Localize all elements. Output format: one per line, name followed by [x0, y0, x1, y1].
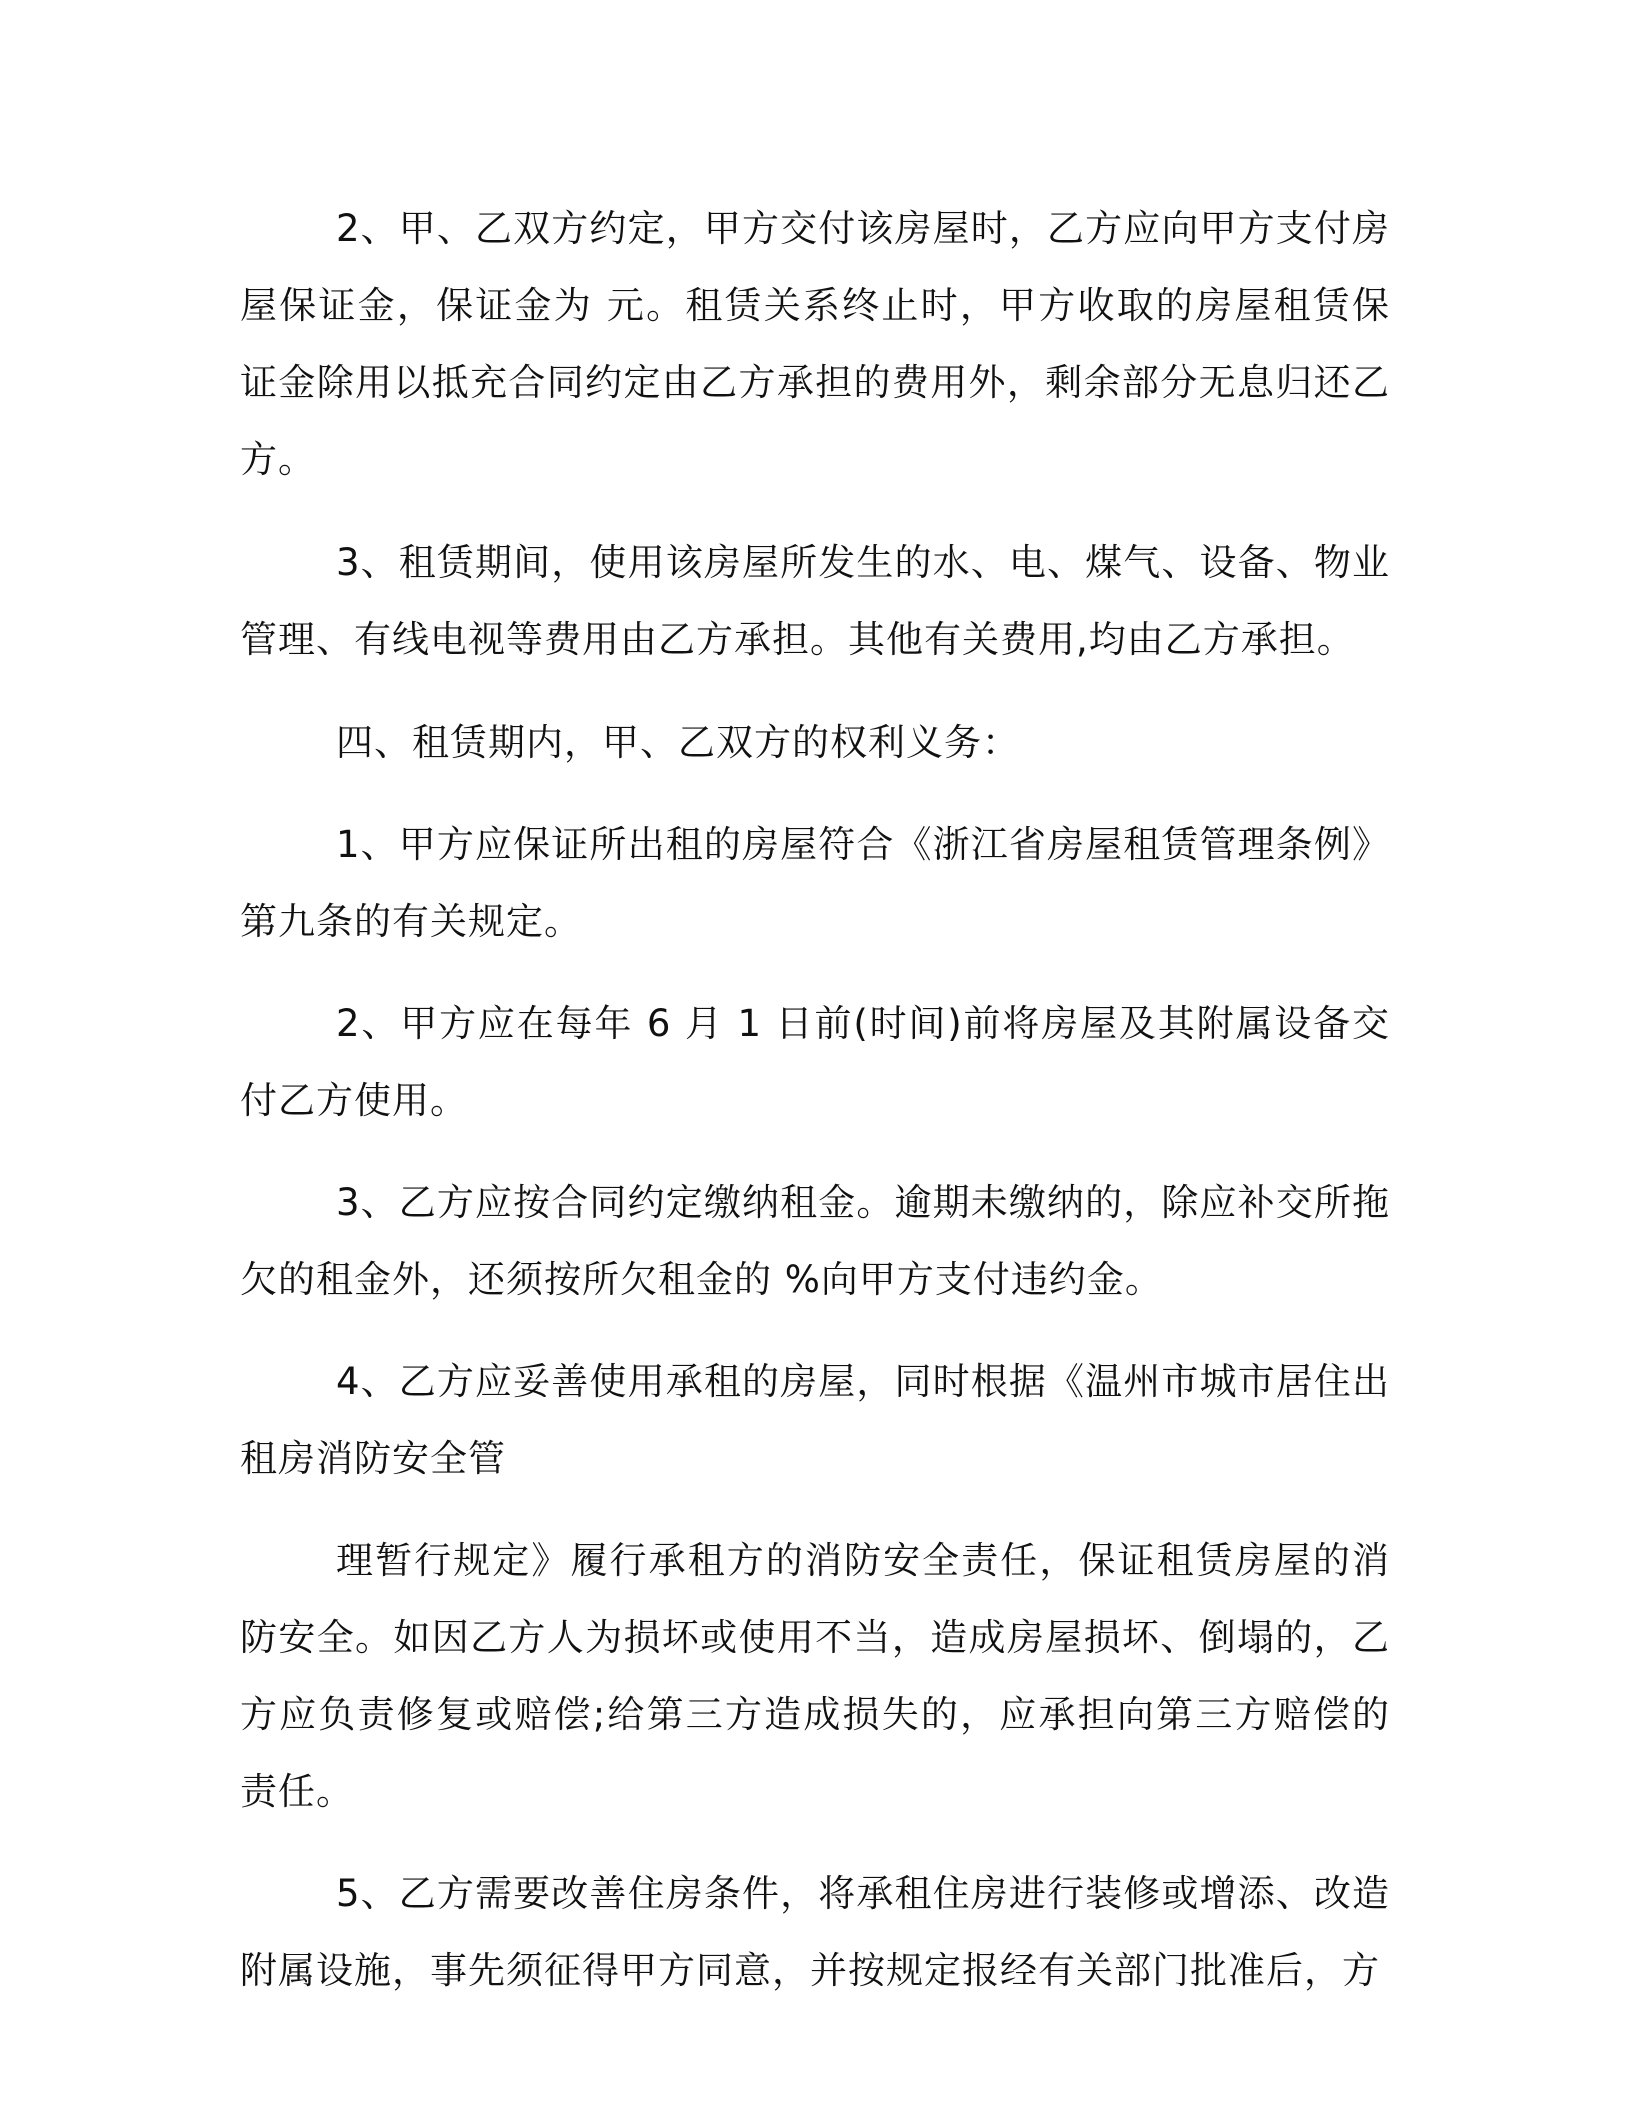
section-heading-rights-obligations: 四、租赁期内，甲、乙双方的权利义务：: [336, 721, 1020, 764]
paragraph-landlord-guarantee: 1、甲方应保证所出租的房屋符合《浙江省房屋租赁管理条例》第九条的有关规定。: [240, 823, 1390, 943]
paragraph-utilities: 3、租赁期间，使用该房屋所发生的水、电、煤气、设备、物业管理、有线电视等费用由乙方承担。其他有关费用,均由乙方承担。: [240, 541, 1390, 661]
document-page: [240, 190, 1390, 2009]
paragraph-fire-safety: 4、乙方应妥善使用承租的房屋，同时根据《温州市城市居住出租房消防安全管: [240, 1360, 1390, 1480]
paragraph-rent-payment: 3、乙方应按合同约定缴纳租金。逾期未缴纳的，除应补交所拖欠的租金外，还须按所欠租金的 %向甲方支付违约金。: [240, 1181, 1390, 1301]
paragraph-renovation: 5、乙方需要改善住房条件，将承租住房进行装修或增添、改造附属设施，事先须征得甲方同意，并按规定报经有关部门批准后，方: [240, 1872, 1390, 1992]
paragraph-deposit: 2、甲、乙双方约定，甲方交付该房屋时，乙方应向甲方支付房屋保证金，保证金为 元。租赁关系终止时，甲方收取的房屋租赁保证金除用以抵充合同约定由乙方承担的费用外，剩余部分无息归还乙方。: [240, 207, 1390, 481]
paragraph-delivery-date: 2、甲方应在每年 6 月 1 日前(时间)前将房屋及其附属设备交付乙方使用。: [240, 1002, 1390, 1122]
paragraph-fire-safety-continued: 理暂行规定》履行承租方的消防安全责任，保证租赁房屋的消防安全。如因乙方人为损坏或使用不当，造成房屋损坏、倒塌的，乙方应负责修复或赔偿;给第三方造成损失的，应承担向第三方赔偿的责任。: [240, 1539, 1390, 1813]
